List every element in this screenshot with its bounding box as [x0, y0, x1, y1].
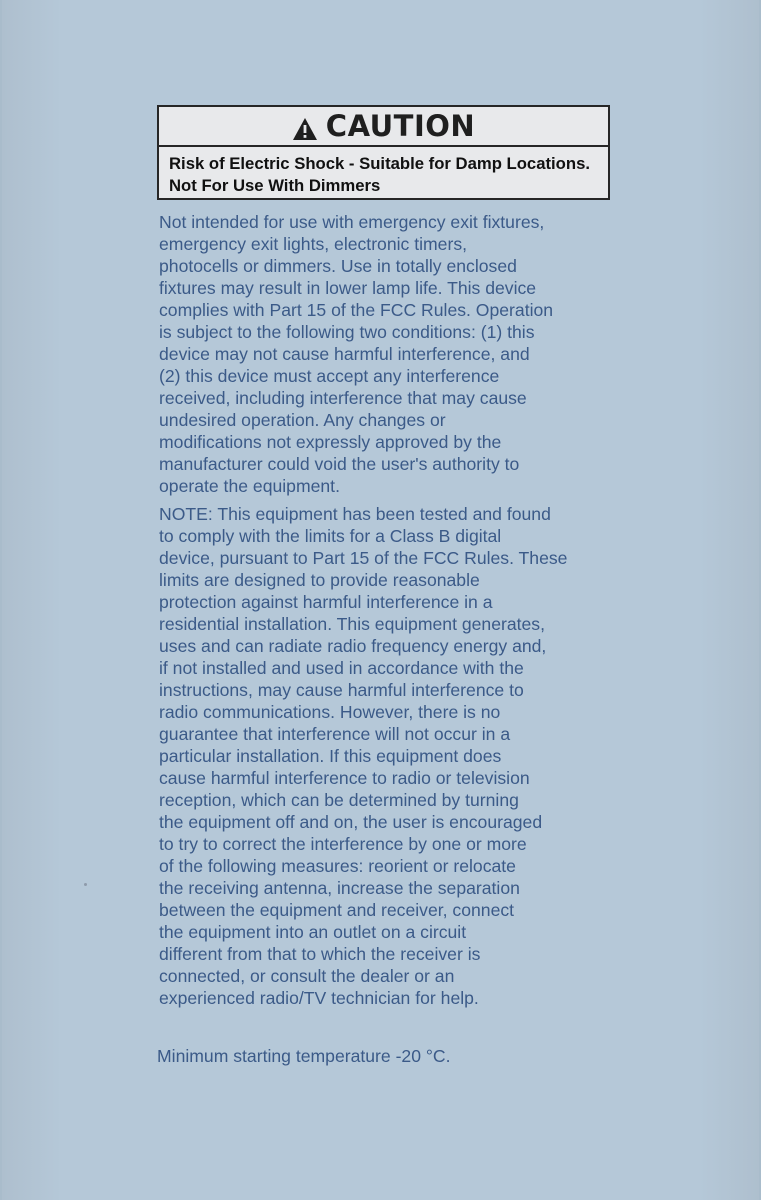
warning-triangle-icon: [292, 114, 318, 138]
usage-paragraph: Not intended for use with emergency exit fixtures, emergency exit lights, electronic timers, photocells or dimmers. Use in totally enclosed fixtures may result in lower lamp life. This device complies with Part 15 of the FCC Rules. Operation is subject to the following two conditions: (1) this device may not cause harmful interference, and (2) this device must accept any interference received, including interference that may cause undesired operation. Any changes or modifications not expressly approved by the manufacturer could void the user's authority to operate the equipment.: [159, 212, 554, 496]
fcc-notice-text: [159, 211, 619, 1015]
caution-box: [157, 105, 610, 200]
caution-text: Risk of Electric Shock - Suitable for Damp Locations. Not For Use With Dimmers: [169, 154, 590, 195]
caution-header: [159, 107, 608, 147]
temperature-note: Minimum starting temperature -20 °C.: [157, 1046, 451, 1066]
fcc-note-paragraph: NOTE: This equipment has been tested and found to comply with the limits for a Class B digital device, pursuant to Part 15 of the FCC Rules. These limits are designed to provide reasonable protection against harmful interference in a residential installation. This equipment generates, uses and can radiate radio frequency energy and, if not installed and used in accordance with the instructions, may cause harmful interference to radio communications. However, there is no guarantee that interference will not occur in a particular installation. If this equipment does cause harmful interference to radio or television reception, which can be determined by turning the equipment off and on, the user is encouraged to try to correct the interference by one or more of the following measures: reorient or relocate the receiving antenna, increase the separation between the equipment and receiver, connect the equipment into an outlet on a circuit different from that to which the receiver is connected, or consult the dealer or an experienced radio/TV technician for help.: [159, 504, 568, 1008]
caution-heading: CAUTION: [325, 109, 476, 143]
print-speck: [84, 883, 87, 886]
